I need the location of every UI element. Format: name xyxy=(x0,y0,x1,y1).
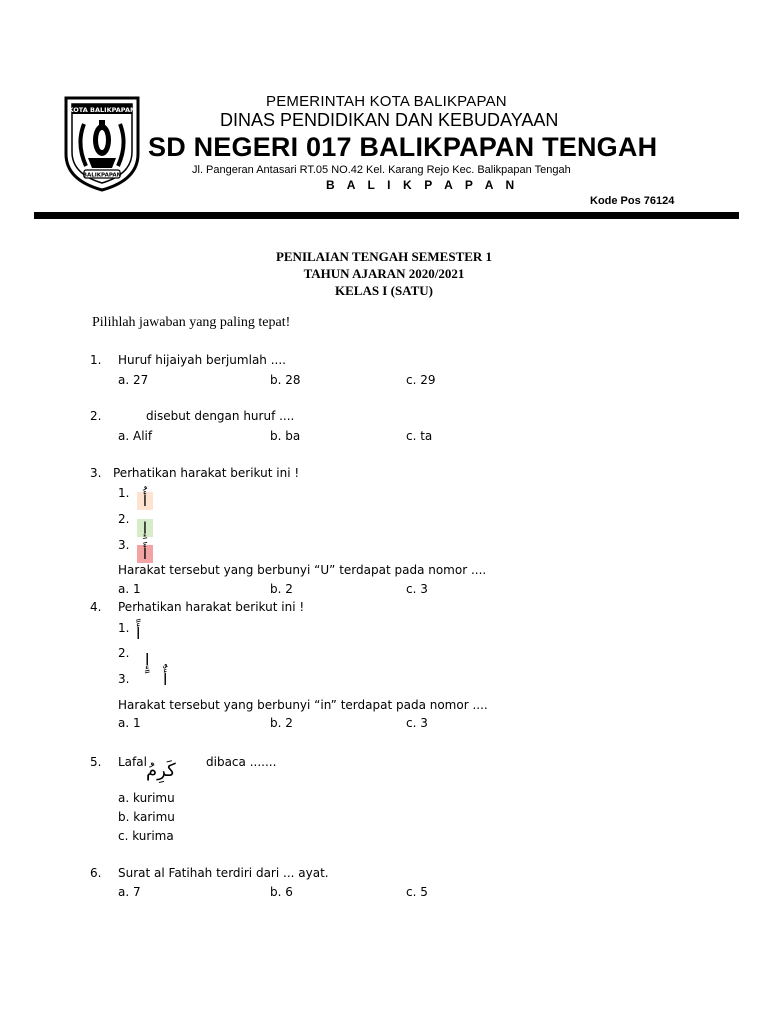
option-b: b. karimu xyxy=(118,810,175,824)
exam-class: KELAS I (SATU) xyxy=(334,283,433,298)
list-item-number: 2. xyxy=(118,512,130,526)
option-a: a. Alif xyxy=(118,429,153,443)
option-c: c. 29 xyxy=(406,373,436,387)
logo-bottom-text: BALIKPAPAN xyxy=(82,172,122,179)
exam-year: TAHUN AJARAN 2020/2021 xyxy=(303,266,465,281)
postal-code: Kode Pos 76124 xyxy=(590,195,675,207)
list-item-number: 2. xyxy=(118,646,130,660)
option-c: c. 5 xyxy=(406,885,428,899)
harakat-dammah-glyph: أُ xyxy=(137,492,153,510)
option-b: b. 6 xyxy=(270,885,293,899)
question-text: Surat al Fatihah terdiri dari ... ayat. xyxy=(118,866,329,880)
harakat-fathatain-glyph: أً xyxy=(136,624,141,643)
government-line: PEMERINTAH KOTA BALIKPAPAN xyxy=(266,93,507,110)
question-followup: Harakat tersebut yang berbunyi “U” terdapat pada nomor .... xyxy=(118,563,487,577)
question-number: 5. xyxy=(90,755,102,769)
school-name: SD NEGERI 017 BALIKPAPAN TENGAH xyxy=(148,132,658,162)
list-item-number: 3. xyxy=(118,672,130,686)
option-b: b. ba xyxy=(270,429,301,443)
school-crest-logo xyxy=(62,94,142,192)
question-number: 1. xyxy=(90,353,102,367)
option-a: a. 7 xyxy=(118,885,141,899)
harakat-fathah-glyph: أَ xyxy=(137,545,153,563)
arabic-word: كَرِمُ xyxy=(146,760,176,781)
question-number: 6. xyxy=(90,866,102,880)
option-a: a. 1 xyxy=(118,716,141,730)
option-b: b. 2 xyxy=(270,582,293,596)
harakat-kasratain-glyph: إٍ xyxy=(145,650,150,669)
question-followup: Harakat tersebut yang berbunyi “in” terdapat pada nomor .... xyxy=(118,698,488,712)
option-a: a. 27 xyxy=(118,373,149,387)
option-c: c. 3 xyxy=(406,582,428,596)
question-number: 3. xyxy=(90,466,102,480)
option-c: c. ta xyxy=(406,429,433,443)
question-text-prefix: Lafal xyxy=(118,755,147,769)
instruction: Pilihlah jawaban yang paling tepat! xyxy=(92,315,291,330)
question-text: Perhatikan harakat berikut ini ! xyxy=(118,600,305,614)
exam-title: PENILAIAN TENGAH SEMESTER 1 xyxy=(275,249,493,264)
question-text: disebut dengan huruf .... xyxy=(146,409,295,423)
list-item-number: 3. xyxy=(118,538,130,552)
option-a: a. kurimu xyxy=(118,791,175,805)
harakat-dammatain-glyph: أٌ xyxy=(163,670,168,689)
header-divider xyxy=(34,212,739,219)
question-text: Huruf hijaiyah berjumlah .... xyxy=(118,353,286,367)
option-b: b. 2 xyxy=(270,716,293,730)
option-c: c. kurima xyxy=(118,829,174,843)
list-item-number: 1. xyxy=(118,621,130,635)
question-text: Perhatikan harakat berikut ini ! xyxy=(113,466,300,480)
list-item-number: 1. xyxy=(118,486,130,500)
logo-top-text: KOTA BALIKPAPAN xyxy=(68,106,136,114)
department-line: DINAS PENDIDIKAN DAN KEBUDAYAAN xyxy=(220,110,559,130)
question-text-suffix: dibaca ....... xyxy=(206,755,277,769)
school-address: Jl. Pangeran Antasari RT.05 NO.42 Kel. Karang Rejo Kec. Balikpapan Tengah xyxy=(192,164,571,176)
question-number: 2. xyxy=(90,409,102,423)
question-number: 4. xyxy=(90,600,102,614)
option-c: c. 3 xyxy=(406,716,428,730)
option-b: b. 28 xyxy=(270,373,301,387)
city-name: B A L I K P A P A N xyxy=(326,178,519,192)
option-a: a. 1 xyxy=(118,582,141,596)
harakat-kasrah-glyph: إِ xyxy=(137,519,153,537)
